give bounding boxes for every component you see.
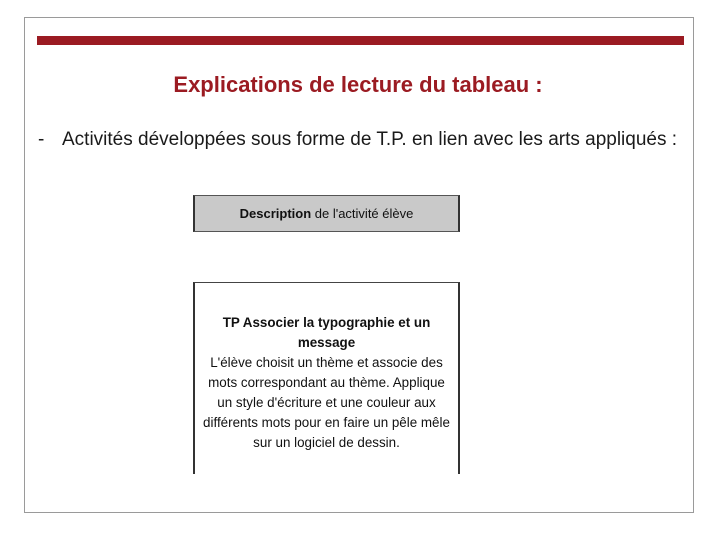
bullet-item [38, 127, 688, 153]
bullet-dash: - [38, 129, 45, 150]
header-text: de l'activité élève [311, 206, 414, 221]
title-accent-bar [37, 36, 684, 45]
header-bold-text: Description [239, 206, 312, 221]
slide-title: Explications de lecture du tableau : [173, 72, 543, 97]
activity-title: TP Associer la typographie et un message [222, 315, 431, 350]
activity-description-cell [193, 282, 460, 474]
table-header-cell [193, 195, 460, 232]
bullet-text: Activités développées sous forme de T.P. en lien avec les arts appliqués : [62, 129, 678, 150]
activity-description: L'élève choisit un thème et associe des mots correspondant au thème. Applique un style d'écriture et une couleur aux différents mots pour en faire un pêle mêle sur un logiciel de dessin. [203, 355, 450, 450]
